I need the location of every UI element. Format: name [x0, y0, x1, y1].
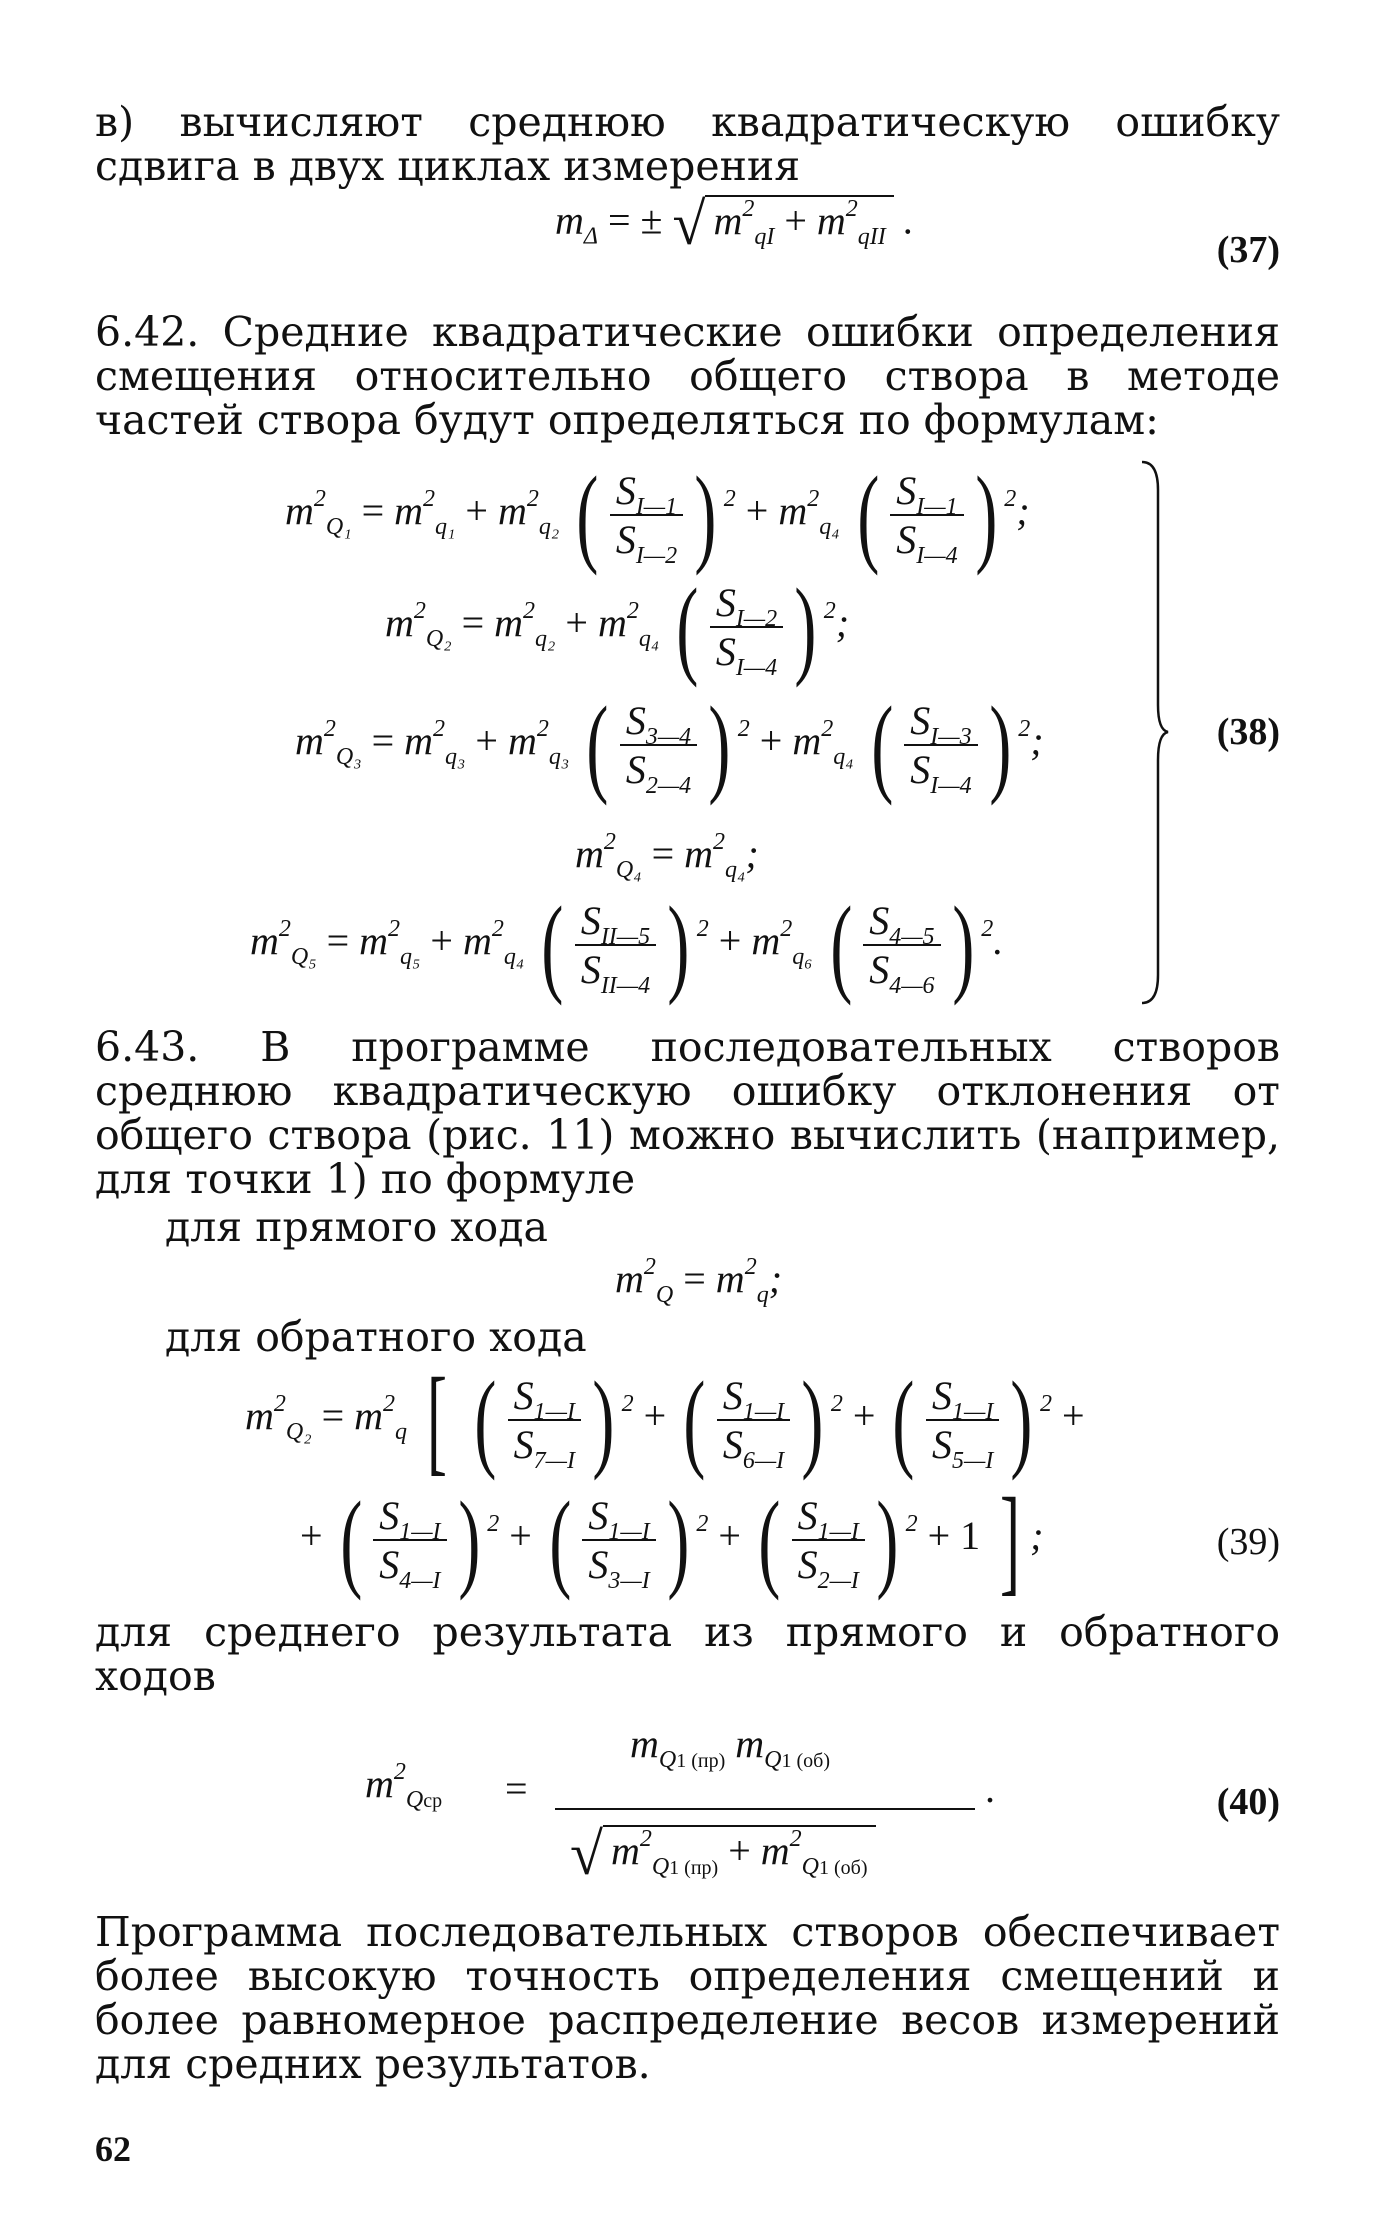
- equation-39-line-1: $m^2_{Q_2} = m^2_q$ [ ( $\frac{S_{1—I}}{S_{7—I}}$ ) $^2$ + ( $\frac{S_{1—I}}{S_{6—I}}$ ) $^2$ + ( $\frac{S_{1—I}}{S_{5—I}}$ ) $^2$ +: [245, 1353, 1085, 1486]
- equation-38-line-1: $m^2_{Q_1} = m^2_{q_1} + m^2_{q_2}$ ( $\frac{S_{I—1}}{S_{I—2}}$ ) $^2 + m^2_{q_4}$ ( $\frac{S_{I—1}}{S_{I—4}}$ ) $^2$;: [285, 454, 1030, 576]
- equation-40-equals: =: [505, 1766, 528, 1811]
- equation-direct: $m^2_Q = m^2_q$;: [615, 1254, 783, 1308]
- paragraph-final: Программа последовательных створов обеспечивает более высокую точность определения смещений и более равномерное распределение весов измерений для средних результатов.: [95, 1908, 1280, 2088]
- right-brace-icon: [1140, 460, 1170, 1005]
- fraction-bar: [555, 1808, 975, 1810]
- equation-40-dot: .: [985, 1766, 995, 1811]
- equation-40-lhs: $m^2_{Qср}$: [365, 1759, 443, 1813]
- label-direct: для прямого хода: [165, 1203, 548, 1251]
- equation-number-39: (39): [1216, 1521, 1280, 1563]
- equation-number-40: (40): [1216, 1781, 1280, 1823]
- label-mean: для среднего результата из прямого и обратного ходов: [95, 1608, 1280, 1700]
- paragraph-v: в) вычисляют среднюю квадратическую ошибку сдвига в двух циклах измерения: [95, 98, 1280, 190]
- equation-40-denominator: √ $m^2_{Q1 (пр)} + m^2_{Q1 (об)}$: [570, 1820, 1385, 1889]
- page-number: 62: [95, 2129, 131, 2169]
- equation-number-38: (38): [1216, 711, 1280, 753]
- equation-37: $m_\Delta$ = ± √ $m^2_{qI} + m^2_{qII}$ .: [555, 191, 914, 257]
- paragraph-6-43: 6.43. В программе последовательных створов среднюю квадратическую ошибку отклонения от общего створа (рис. 11) можно вычислить (например, для точки 1) по формуле: [95, 1023, 1280, 1203]
- equation-38-line-5: $m^2_{Q_5} = m^2_{q_5} + m^2_{q_4}$ ( $\frac{S_{II—5}}{S_{II—4}}$ ) $^2 + m^2_{q_6}$ ( $\frac{S_{4—5}}{S_{4—6}}$ ) $^2$.: [250, 884, 1004, 1006]
- equation-39-line-2: + ( $\frac{S_{1—I}}{S_{4—I}}$ ) $^2$ + ( $\frac{S_{1—I}}{S_{3—I}}$ ) $^2$ + ( $\frac{S_{1—I}}{S_{2—I}}$ ) $^2$ + 1 ] ;: [300, 1473, 1044, 1606]
- equation-38-line-3: $m^2_{Q_3} = m^2_{q_3} + m^2_{q_3}$ ( $\frac{S_{3—4}}{S_{2—4}}$ ) $^2 + m^2_{q_4}$ ( $\frac{S_{I—3}}{S_{I—4}}$ ) $^2$;: [295, 684, 1044, 806]
- equation-38-line-2: $m^2_{Q_2} = m^2_{q_2} + m^2_{q_4}$ ( $\frac{S_{I—2}}{S_{I—4}}$ ) $^2$;: [385, 566, 850, 688]
- equation-40-numerator: $m_{Q1 (пр)}$ $m_{Q1 (об)}$: [630, 1721, 830, 1773]
- paragraph-6-42: 6.42. Средние квадратические ошибки определения смещения относительно общего створа в методе частей створа будут определяться по формулам:: [95, 308, 1280, 444]
- equation-38-line-4: $m^2_{Q_4} = m^2_{q_4}$;: [575, 829, 759, 883]
- equation-number-37: (37): [1216, 229, 1280, 271]
- label-reverse: для обратного хода: [165, 1313, 587, 1361]
